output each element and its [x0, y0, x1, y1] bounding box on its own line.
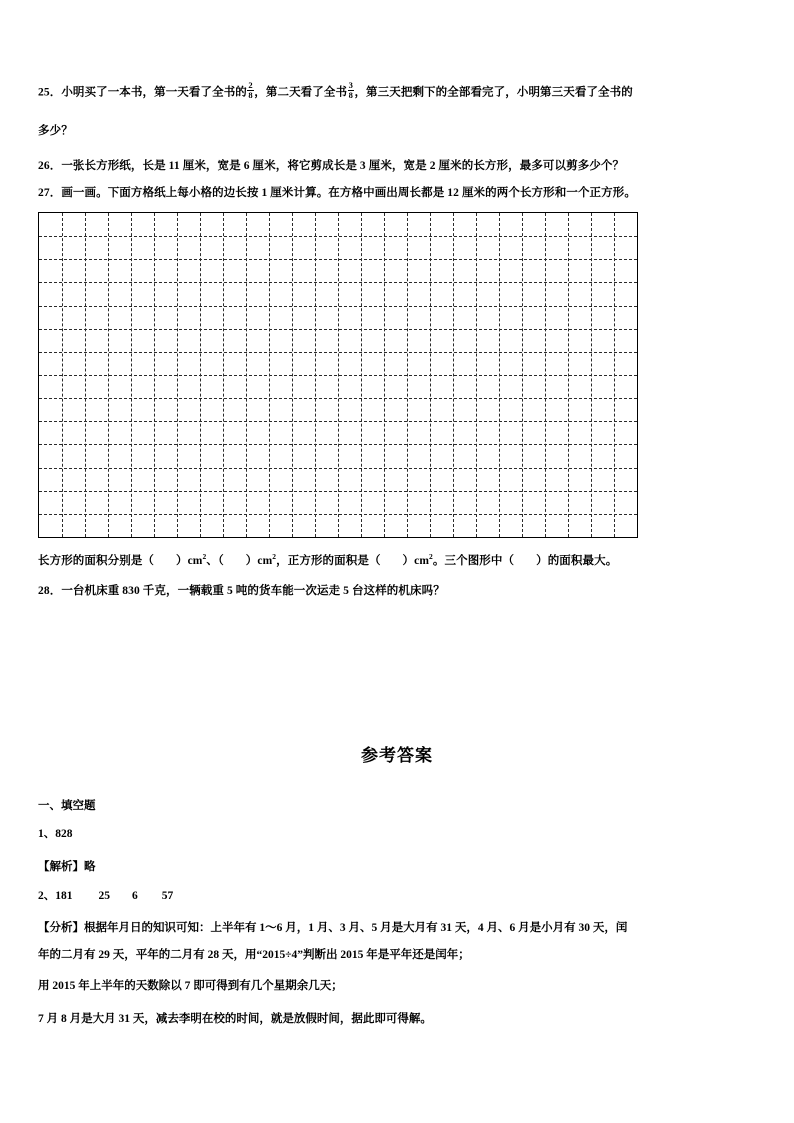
grid-horizontal-line — [39, 468, 637, 469]
answer-item-2-value-1: 25 — [98, 890, 110, 902]
question-27-text: 画一画。下面方格纸上每小格的边长按 1 厘米计算。在方格中画出周长都是 12 厘米的两个长方形和一个正方形。 — [61, 187, 636, 199]
fraction-2-8 — [247, 81, 253, 99]
fraction-2-8-numerator: 2 — [248, 80, 253, 90]
caption-part-h: ）的面积最大。 — [536, 554, 618, 567]
answer-analysis-2-line-3: 用 2015 年上半年的天数除以 7 即可得到有几个星期余几天； — [38, 980, 343, 992]
answer-key-title: 参考答案 — [361, 746, 433, 765]
grid-horizontal-line — [39, 306, 637, 307]
question-28-text: 一台机床重 830 千克，一辆载重 5 吨的货车能一次运走 5 台这样的机床吗？ — [61, 585, 445, 597]
question-25-text-a: 小明买了一本书，第一天看了全书的 — [61, 86, 247, 99]
question-27-caption — [38, 549, 617, 569]
grid-horizontal-line — [39, 236, 637, 237]
question-25-text-b: ，第二天看了全书 — [254, 86, 348, 99]
grid-horizontal-line — [39, 329, 637, 330]
question-26-text: 一张长方形纸，长是 11 厘米，宽是 6 厘米，将它剪成长是 3 厘米，宽是 2 厘米的长方形，最多可以剪多少个？ — [61, 160, 625, 172]
question-28-number: 28． — [38, 585, 62, 597]
answer-item-1: 1、828 — [38, 828, 73, 840]
grid-horizontal-line — [39, 421, 637, 422]
caption-part-g: 。三个图形中（ — [432, 554, 515, 567]
question-25-text-c: ，第三天把剩下的全部看完了，小明第三天看了全书的 — [354, 86, 633, 99]
answer-analysis-1: 【解析】略 — [38, 861, 96, 873]
superscript-2-c: 2 — [429, 552, 433, 561]
answer-item-2-value-2: 6 — [132, 890, 138, 902]
caption-part-d: ）cm — [245, 554, 273, 567]
fraction-3-8 — [348, 81, 354, 99]
grid-horizontal-line — [39, 444, 637, 445]
grid-horizontal-line — [39, 514, 637, 515]
caption-part-c: 、（ — [206, 554, 224, 567]
caption-part-e: ，正方形的面积是（ — [276, 554, 381, 567]
answer-analysis-2-line-1: 【分析】根据年月日的知识可知：上半年有 1～6 月，1 月、3 月、5 月是大月有 31 天，4 月、6 月是小月有 30 天，闰 — [38, 922, 628, 934]
fraction-2-8-denominator: 8 — [248, 89, 253, 100]
superscript-2-a: 2 — [202, 552, 207, 561]
graph-paper-lines — [39, 213, 637, 537]
answer-item-2 — [38, 888, 173, 904]
question-26-number: 26． — [38, 160, 62, 172]
answer-section-heading: 一、填空题 — [38, 800, 96, 812]
question-25-line2: 多少？ — [38, 125, 73, 137]
answer-item-2-prefix: 2、181 — [38, 890, 73, 902]
answer-analysis-2-line-2: 年的二月有 29 天，平年的二月有 28 天，用“2015÷4”判断出 2015 年是平年还是闰年； — [38, 949, 470, 961]
grid-horizontal-line — [39, 352, 637, 353]
question-25 — [38, 80, 633, 101]
grid-horizontal-line — [39, 491, 637, 492]
grid-horizontal-line — [39, 398, 637, 399]
grid-horizontal-line — [39, 375, 637, 376]
caption-part-a: 长方形的面积分别是（ — [38, 554, 154, 567]
caption-part-b: ）cm — [176, 554, 203, 567]
question-26 — [38, 158, 624, 174]
question-27-number: 27． — [38, 187, 62, 199]
superscript-2-b: 2 — [272, 552, 277, 561]
grid-horizontal-line — [39, 259, 637, 260]
fraction-3-8-denominator: 8 — [348, 89, 353, 100]
question-28 — [38, 583, 445, 599]
question-27 — [38, 185, 636, 201]
question-25-number: 25． — [38, 86, 62, 99]
graph-paper-grid[interactable] — [38, 212, 638, 538]
answer-item-2-value-3: 57 — [161, 890, 174, 902]
fraction-3-8-numerator: 3 — [348, 80, 353, 90]
grid-horizontal-line — [39, 282, 637, 283]
caption-part-f: ）cm — [402, 554, 430, 567]
answer-analysis-2-line-4: 7 月 8 月是大月 31 天，减去李明在校的时间，就是放假时间，据此即可得解。 — [38, 1013, 432, 1025]
